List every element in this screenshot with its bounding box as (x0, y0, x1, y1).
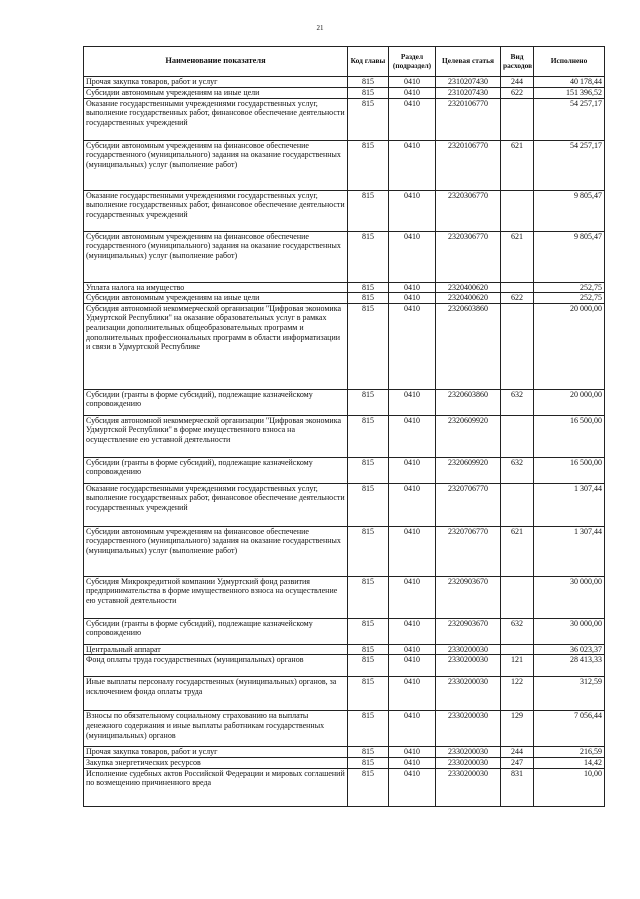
cell-expense-type (501, 303, 534, 389)
cell-article: 2320306770 (436, 231, 501, 282)
cell-article: 2320603860 (436, 389, 501, 415)
cell-expense-type (501, 644, 534, 655)
cell-article: 2320609920 (436, 415, 501, 457)
cell-section: 0410 (389, 711, 436, 747)
cell-section: 0410 (389, 655, 436, 677)
cell-expense-type: 121 (501, 655, 534, 677)
table-row (84, 576, 605, 618)
cell-article: 2310207430 (436, 88, 501, 99)
cell-section: 0410 (389, 303, 436, 389)
cell-article: 2330200030 (436, 655, 501, 677)
cell-section: 0410 (389, 576, 436, 618)
cell-code: 815 (348, 457, 389, 483)
cell-code: 815 (348, 190, 389, 231)
cell-expense-type (501, 576, 534, 618)
cell-expense-type (501, 282, 534, 293)
table-row (84, 303, 605, 389)
cell-name: Прочая закупка товаров, работ и услуг (84, 77, 348, 88)
cell-amount: 36 023,37 (534, 644, 605, 655)
cell-expense-type (501, 190, 534, 231)
cell-amount: 252,75 (534, 293, 605, 304)
cell-amount: 54 257,17 (534, 98, 605, 140)
table-row (84, 526, 605, 576)
table-row (84, 711, 605, 747)
cell-code: 815 (348, 293, 389, 304)
table-row (84, 747, 605, 758)
table-row (84, 655, 605, 677)
cell-code: 815 (348, 576, 389, 618)
cell-section: 0410 (389, 282, 436, 293)
cell-code: 815 (348, 677, 389, 711)
cell-article: 2320903670 (436, 618, 501, 644)
cell-code: 815 (348, 757, 389, 768)
cell-expense-type: 622 (501, 88, 534, 99)
cell-amount: 252,75 (534, 282, 605, 293)
table-row (84, 231, 605, 282)
table-row (84, 98, 605, 140)
cell-code: 815 (348, 389, 389, 415)
cell-expense-type: 247 (501, 757, 534, 768)
cell-amount: 40 178,44 (534, 77, 605, 88)
cell-name: Закупка энергетических ресурсов (84, 757, 348, 768)
cell-code: 815 (348, 655, 389, 677)
cell-expense-type: 831 (501, 768, 534, 806)
table-row (84, 457, 605, 483)
cell-name: Исполнение судебных актов Российской Федерации и мировых соглашений по возмещению причиненного вреда (84, 768, 348, 806)
cell-amount: 28 413,33 (534, 655, 605, 677)
cell-code: 815 (348, 644, 389, 655)
cell-amount: 1 307,44 (534, 483, 605, 526)
table-row (84, 88, 605, 99)
cell-article: 2320106770 (436, 98, 501, 140)
header-code: Код главы (348, 47, 389, 77)
table-row (84, 757, 605, 768)
cell-name: Иные выплаты персоналу государственных (муниципальных) органов, за исключением фонда оплаты труда (84, 677, 348, 711)
cell-code: 815 (348, 77, 389, 88)
cell-amount: 312,59 (534, 677, 605, 711)
header-expense-type: Вид расходов (501, 47, 534, 77)
cell-article: 2320706770 (436, 483, 501, 526)
cell-section: 0410 (389, 747, 436, 758)
table-row (84, 77, 605, 88)
cell-expense-type: 621 (501, 526, 534, 576)
cell-name: Субсидия Микрокредитной компании Удмуртский фонд развития предпринимательства в форме имущественного взноса на осуществление ею уставной деятельности (84, 576, 348, 618)
cell-section: 0410 (389, 457, 436, 483)
cell-amount: 7 056,44 (534, 711, 605, 747)
cell-article: 2320106770 (436, 140, 501, 190)
cell-section: 0410 (389, 88, 436, 99)
cell-expense-type: 122 (501, 677, 534, 711)
cell-section: 0410 (389, 644, 436, 655)
cell-article: 2320706770 (436, 526, 501, 576)
cell-amount: 151 396,52 (534, 88, 605, 99)
cell-amount: 16 500,00 (534, 457, 605, 483)
cell-article: 2320603860 (436, 303, 501, 389)
cell-amount: 9 805,47 (534, 231, 605, 282)
header-article: Целевая статья (436, 47, 501, 77)
cell-name: Взносы по обязательному социальному страхованию на выплаты денежного содержания и иные выплаты работникам государственных (муниципальных) органов (84, 711, 348, 747)
cell-code: 815 (348, 711, 389, 747)
cell-expense-type: 622 (501, 293, 534, 304)
cell-article: 2330200030 (436, 644, 501, 655)
cell-section: 0410 (389, 768, 436, 806)
cell-code: 815 (348, 526, 389, 576)
cell-code: 815 (348, 747, 389, 758)
cell-code: 815 (348, 282, 389, 293)
cell-section: 0410 (389, 483, 436, 526)
cell-section: 0410 (389, 231, 436, 282)
cell-section: 0410 (389, 526, 436, 576)
cell-code: 815 (348, 231, 389, 282)
cell-code: 815 (348, 140, 389, 190)
cell-expense-type (501, 98, 534, 140)
cell-code: 815 (348, 768, 389, 806)
table-header-row (84, 47, 605, 77)
table-row (84, 389, 605, 415)
cell-name: Субсидии автономным учреждениям на иные цели (84, 293, 348, 304)
cell-expense-type: 244 (501, 747, 534, 758)
table-row (84, 190, 605, 231)
cell-amount: 20 000,00 (534, 389, 605, 415)
cell-amount: 216,59 (534, 747, 605, 758)
cell-name: Прочая закупка товаров, работ и услуг (84, 747, 348, 758)
cell-amount: 54 257,17 (534, 140, 605, 190)
cell-code: 815 (348, 98, 389, 140)
cell-article: 2330200030 (436, 768, 501, 806)
cell-name: Субсидия автономной некоммерческой организации "Цифровая экономика Удмуртской Республики" на оказание образовательных услуг в рамках реализации дополнительных общеобразовательных программ и дополнительных профессиональных программ в области информатизации и связи в Удмуртской Республике (84, 303, 348, 389)
page-number: 21 (316, 24, 324, 32)
cell-name: Оказание государственными учреждениями государственных услуг, выполнение государственных работ, финансовое обеспечение деятельности государственных учреждений (84, 190, 348, 231)
cell-code: 815 (348, 483, 389, 526)
cell-section: 0410 (389, 190, 436, 231)
table-row (84, 644, 605, 655)
cell-section: 0410 (389, 293, 436, 304)
cell-article: 2320903670 (436, 576, 501, 618)
cell-name: Фонд оплаты труда государственных (муниципальных) органов (84, 655, 348, 677)
cell-expense-type: 632 (501, 457, 534, 483)
cell-name: Центральный аппарат (84, 644, 348, 655)
table-row (84, 415, 605, 457)
cell-expense-type: 244 (501, 77, 534, 88)
cell-section: 0410 (389, 77, 436, 88)
cell-name: Субсидии автономным учреждениям на иные цели (84, 88, 348, 99)
cell-name: Оказание государственными учреждениями государственных услуг, выполнение государственных работ, финансовое обеспечение деятельности государственных учреждений (84, 483, 348, 526)
cell-name: Уплата налога на имущество (84, 282, 348, 293)
cell-expense-type (501, 483, 534, 526)
cell-section: 0410 (389, 415, 436, 457)
cell-amount: 1 307,44 (534, 526, 605, 576)
cell-section: 0410 (389, 98, 436, 140)
cell-name: Субсидии (гранты в форме субсидий), подлежащие казначейскому сопровождению (84, 618, 348, 644)
cell-article: 2320306770 (436, 190, 501, 231)
table-row (84, 677, 605, 711)
cell-expense-type: 621 (501, 231, 534, 282)
cell-amount: 9 805,47 (534, 190, 605, 231)
cell-section: 0410 (389, 677, 436, 711)
cell-section: 0410 (389, 757, 436, 768)
cell-name: Субсидии (гранты в форме субсидий), подлежащие казначейскому сопровождению (84, 389, 348, 415)
cell-expense-type: 129 (501, 711, 534, 747)
cell-article: 2320400620 (436, 293, 501, 304)
cell-amount: 14,42 (534, 757, 605, 768)
cell-article: 2320400620 (436, 282, 501, 293)
header-amount: Исполнено (534, 47, 605, 77)
cell-article: 2330200030 (436, 747, 501, 758)
table-row (84, 282, 605, 293)
cell-article: 2330200030 (436, 677, 501, 711)
cell-article: 2330200030 (436, 757, 501, 768)
cell-expense-type: 632 (501, 618, 534, 644)
cell-name: Субсидии автономным учреждениям на финансовое обеспечение государственного (муниципального) задания на оказание государственных (муниципальных) услуг (выполнение работ) (84, 231, 348, 282)
cell-expense-type (501, 415, 534, 457)
cell-amount: 20 000,00 (534, 303, 605, 389)
cell-article: 2330200030 (436, 711, 501, 747)
header-name: Наименование показателя (84, 47, 348, 77)
cell-name: Субсидия автономной некоммерческой организации "Цифровая экономика Удмуртской Республики" в форме имущественного взноса на осуществление ею уставной деятельности (84, 415, 348, 457)
table-row (84, 293, 605, 304)
cell-amount: 30 000,00 (534, 618, 605, 644)
table-row (84, 618, 605, 644)
cell-name: Оказание государственными учреждениями государственных услуг, выполнение государственных работ, финансовое обеспечение деятельности государственных учреждений (84, 98, 348, 140)
cell-amount: 30 000,00 (534, 576, 605, 618)
cell-code: 815 (348, 415, 389, 457)
cell-section: 0410 (389, 140, 436, 190)
cell-code: 815 (348, 303, 389, 389)
cell-amount: 10,00 (534, 768, 605, 806)
cell-amount: 16 500,00 (534, 415, 605, 457)
cell-name: Субсидии автономным учреждениям на финансовое обеспечение государственного (муниципального) задания на оказание государственных (муниципальных) услуг (выполнение работ) (84, 526, 348, 576)
cell-expense-type: 621 (501, 140, 534, 190)
cell-article: 2320609920 (436, 457, 501, 483)
cell-article: 2310207430 (436, 77, 501, 88)
table-row (84, 768, 605, 806)
cell-code: 815 (348, 618, 389, 644)
table-row (84, 483, 605, 526)
cell-code: 815 (348, 88, 389, 99)
cell-expense-type: 632 (501, 389, 534, 415)
budget-execution-table (83, 46, 605, 807)
cell-name: Субсидии автономным учреждениям на финансовое обеспечение государственного (муниципального) задания на оказание государственных (муниципальных) услуг (выполнение работ) (84, 140, 348, 190)
cell-name: Субсидии (гранты в форме субсидий), подлежащие казначейскому сопровождению (84, 457, 348, 483)
header-section: Раздел (подраздел) (389, 47, 436, 77)
table-row (84, 140, 605, 190)
cell-section: 0410 (389, 618, 436, 644)
cell-section: 0410 (389, 389, 436, 415)
